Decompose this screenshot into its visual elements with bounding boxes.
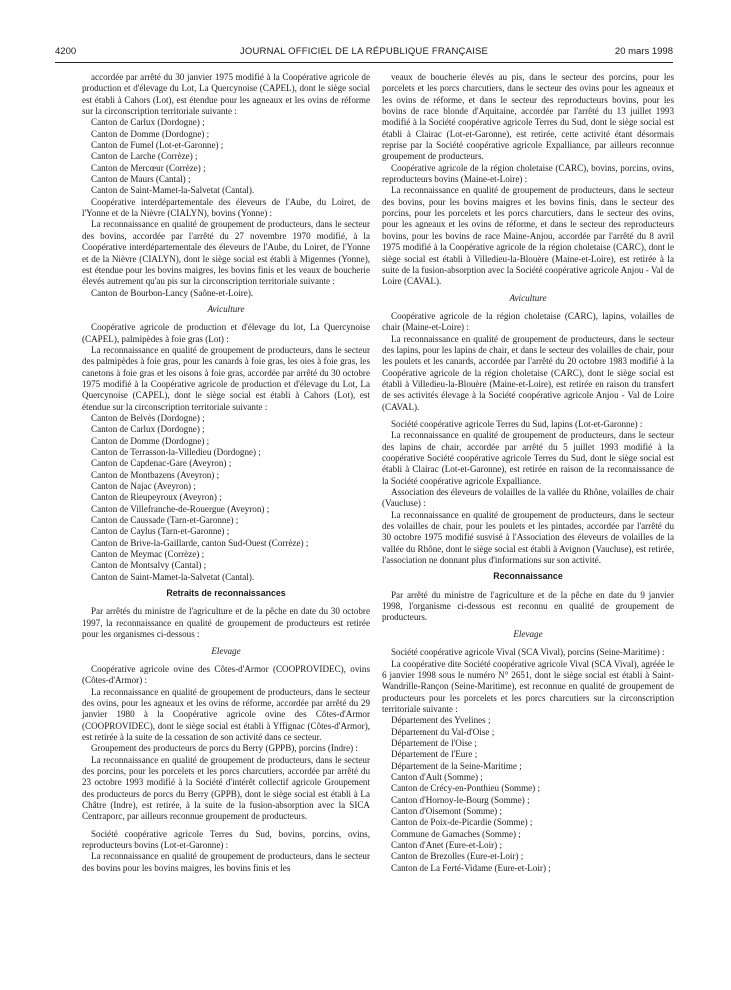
- list-line: Canton de Rieupeyroux (Aveyron) ;: [91, 492, 222, 503]
- paragraph: Coopérative agricole de production et d'élevage du lot, La Quercynoise (CAPEL), palmipèdes à foie gras (Lot) :: [82, 322, 370, 344]
- list-line: Canton d'Ault (Somme) ;: [391, 771, 483, 782]
- paragraph: La reconnaissance en qualité de groupement de producteurs, dans le secteur des bovins pour les bovins maigres, les bovins finis et les: [82, 851, 370, 873]
- paragraph: La reconnaissance en qualité de groupement de producteurs, dans le secteur des palmipèdes à foie gras, pour les canards à foie gras, les oies à foie gras, les canetons à foie gras et les oisons à foie gras, accordée par arrêté du 30 octobre 1975 modifié à la Coopérative agricole de production et d'élevage du Lot, La Quercynoise (CAPEL), dont le siège social est établi à Cahors (Lot), est étendue sur la circonscription territoriale suivante :: [82, 344, 370, 412]
- list-line: Canton de Saint-Mamet-la-Salvetat (Cantal).: [91, 185, 255, 196]
- paragraph: Société coopérative agricole Terres du Sud, lapins (Lot-et-Garonne) :: [391, 418, 643, 429]
- page-header: [55, 46, 673, 60]
- paragraph: La reconnaissance en qualité de groupement de producteurs, dans le secteur des lapins de chair, accordée par arrêté du 5 juillet 1993 modifié à la coopérative Société coopérative agricole Terres du Sud, dont le siège social est établi à Clairac (Lot-et-Garonne), est retirée en raison de la reconnaissance de la Société coopérative agricole Expalliance.: [382, 430, 674, 486]
- list-line: Canton d'Hornoy-le-Bourg (Somme) ;: [391, 794, 530, 805]
- paragraph: Par arrêté du ministre de l'agriculture et de la pêche en date du 9 janvier 1998, l'organisme ci-dessous est reconnu en qualité de groupement de producteurs.: [382, 589, 674, 623]
- list-line: Canton de Domme (Dordogne) ;: [91, 435, 210, 446]
- paragraph: Association des éleveurs de volailles de la vallée du Rhône, volailles de chair (Vaucluse) :: [382, 487, 674, 509]
- list-line: Département de la Seine-Maritime ;: [391, 760, 522, 771]
- list-line: Canton de Belvès (Dordogne) ;: [91, 412, 205, 423]
- paragraph: La reconnaissance en qualité de groupement de producteurs, dans le secteur des bovins, pour les bovins maigres et les bovins finis, dans le secteur des porcins, pour les porcelets et les porcs charcutiers, dans le secteur des ovins, pour les agneaux et les ovins de réforme, et dans le secteur des reproducteurs bovins, pour les bovins de race Maine-Anjou, accordée par l'arrêté du 8 avril 1975 modifié à la Coopérative agricole de la région choletaise (CARC), dont le siège social est établi à Villedieu-la-Blouère (Maine-et-Loire), est retirée à la suite de la fusion-absorption avec la Société coopérative agricole Anjou - Val de Loire (CAVAL).: [382, 185, 674, 287]
- list-line: Département des Yvelines ;: [391, 715, 491, 726]
- section-heading: Elevage: [513, 628, 543, 639]
- list-line: Commune de Gamaches (Somme) ;: [391, 828, 521, 839]
- paragraph: La reconnaissance en qualité de groupement de producteurs, dans le secteur des volailles de chair, pour les poulets et les pintades, accordée par l'arrêté du 30 octobre 1975 modifié susvisé à l'Association des éleveurs de volailles de la vallée du Rhône, dont le siège social est établi à Avignon (Vaucluse), est retirée, l'association ne donnant plus d'informations sur son activité.: [382, 509, 674, 566]
- list-line: Canton de Villefranche-de-Rouergue (Aveyron) ;: [91, 503, 270, 514]
- bold-heading: Reconnaissance: [493, 571, 563, 582]
- list-line: Canton de Crécy-en-Ponthieu (Somme) ;: [391, 783, 541, 794]
- paragraph: Coopérative agricole de la région choletaise (CARC), lapins, volailles de chair (Maine-et-Loire) :: [382, 310, 674, 333]
- list-line: Canton de Brezolles (Eure-et-Loir) ;: [391, 851, 524, 862]
- list-line: Canton de Maurs (Cantal) ;: [91, 174, 191, 185]
- list-line: Canton de Larche (Corrèze) ;: [91, 151, 198, 162]
- paragraph: accordée par arrêté du 30 janvier 1975 modifié à la Coopérative agricole de production et d'élevage du Lot, La Quercynoise (CAPEL), dont le siège social est établi à Cahors (Lot), est étendue pour les agneaux et les ovins de réforme sur la circonscription territoriale suivante :: [82, 72, 370, 117]
- list-line: Canton de Caylus (Tarn-et-Garonne) ;: [91, 526, 230, 537]
- list-line: Canton de Fumel (Lot-et-Garonne) ;: [91, 140, 224, 151]
- list-line: Département de l'Oise ;: [391, 737, 477, 748]
- paragraph: La reconnaissance en qualité de groupement de producteurs, dans le secteur des lapins, pour les lapins de chair, et dans le secteur des volailles de chair, pour les poulets et les canards, accordée par l'arrêté du 20 octobre 1983 modifié à la Coopérative agricole de la région choletaise (CARC), dont le siège social est établi à Villedieu-la-Blouère (Maine-et-Loire), est retirée en raison du transfert de ses activités élevage à la Société coopérative agricole Anjou - Val de Loire (CAVAL).: [382, 333, 674, 412]
- paragraph: Coopérative agricole de la région choletaise (CARC), bovins, porcins, ovins, reproducteurs bovins (Maine-et-Loire) :: [382, 162, 674, 185]
- list-line: Canton de Poix-de-Picardie (Somme) ;: [391, 817, 533, 828]
- list-line: Canton de Carlux (Dordogne) ;: [91, 424, 205, 435]
- list-line: Canton de Montbazens (Aveyron) ;: [91, 469, 220, 480]
- list-line: Canton de Domme (Dordogne) ;: [91, 128, 210, 139]
- paragraph: La coopérative dite Société coopérative agricole Vival (SCA Vival), agréée le 6 janvier 1998 sous le numéro N° 2651, dont le siège social est établi à Saint-Wandrille-Rançon (Seine-Maritime), est reconnue en qualité de groupement de producteurs pour les porcelets et les porcs charcutiers sur la circonscription territoriale suivante :: [382, 658, 674, 714]
- list-line: Canton de Montsalvy (Cantal) ;: [91, 560, 207, 571]
- list-line: Canton de La Ferté-Vidame (Eure-et-Loir) ;: [391, 862, 551, 873]
- list-line: Canton de Saint-Mamet-la-Salvetat (Cantal).: [91, 571, 255, 582]
- paragraph: Groupement des producteurs de porcs du Berry (GPPB), porcins (Indre) :: [91, 743, 358, 754]
- journal-title: JOURNAL OFFICIEL DE LA RÉPUBLIQUE FRANÇAISE: [239, 46, 489, 57]
- right-column: [382, 72, 674, 874]
- paragraph: Coopérative agricole ovine des Côtes-d'Armor (COOPROVIDEC), ovins (Côtes-d'Armor) :: [82, 663, 370, 686]
- paragraph: Par arrêtés du ministre de l'agriculture et de la pêche en date du 30 octobre 1997, la reconnaissance en qualité de groupement de producteurs est retirée pour les organismes ci-dessous :: [82, 606, 370, 640]
- paragraph: La reconnaissance en qualité de groupement de producteurs, dans le secteur des porcins, pour les porcelets et les porcs charcutiers, accordée par arrêté du 23 octobre 1993 modifié à la Société d'intérêt collectif agricole Groupement des producteurs de porcs du Berry (GPPB), dont le siège social est établi à La Châtre (Indre), est retirée, à la suite de la fusion-absorption avec la SICA Centraporc, par ailleurs reconnue groupement de producteurs.: [82, 754, 370, 822]
- paragraph: La reconnaissance en qualité de groupement de producteurs, dans le secteur des bovins, accordée par l'arrêté du 27 novembre 1970 modifié, à la Coopérative interdépartementale des éleveurs de l'Aube, du Loiret, de l'Yonne et de la Nièvre (CIALYN), dont le siège social est établi à Migennes (Yonne), est étendue pour les bovins maigres, les bovins finis et les veaux de boucherie élevés autrement qu'au pis sur la circonscription territoriale suivante :: [82, 219, 370, 287]
- page-number: 4200: [55, 46, 77, 57]
- list-line: Département du Val-d'Oise ;: [391, 726, 495, 737]
- section-heading: Aviculture: [509, 292, 547, 303]
- list-line: Canton de Mercœur (Corrèze) ;: [91, 162, 206, 173]
- list-line: Canton de Meymac (Corrèze) ;: [91, 549, 205, 560]
- list-line: Département de l'Eure ;: [391, 749, 478, 760]
- list-line: Canton de Carlux (Dordogne) ;: [91, 117, 205, 128]
- publication-date: 20 mars 1998: [614, 46, 673, 57]
- left-column: [82, 72, 370, 874]
- list-line: Canton d'Oisemont (Somme) ;: [391, 805, 503, 816]
- list-line: Canton de Brive-la-Gaillarde, canton Sud-Ouest (Corrèze) ;: [91, 537, 309, 548]
- list-line: Canton de Caussade (Tarn-et-Garonne) ;: [91, 515, 239, 526]
- list-line: Canton de Capdenac-Gare (Aveyron) ;: [91, 458, 232, 469]
- header-rule: [55, 62, 673, 63]
- list-line: Canton d'Anet (Eure-et-Loir) ;: [391, 840, 502, 850]
- paragraph: La reconnaissance en qualité de groupement de producteurs, dans le secteur des ovins, pour les agneaux et les ovins de réforme, accordée par arrêté du 29 janvier 1980 à la Coopérative agricole ovine des Côtes-d'Armor (COOPROVIDEC), dont le siège social est établi à Yffignac (Côtes-d'Armor), est retirée à la suite de la cessation de son activité dans ce secteur.: [82, 686, 370, 742]
- section-heading: Elevage: [211, 645, 241, 656]
- paragraph: Coopérative interdépartementale des éleveurs de l'Aube, du Loiret, de l'Yonne et de la Nièvre (CIALYN), bovins (Yonne) :: [82, 196, 370, 219]
- bold-heading: Retraits de reconnaissances: [166, 588, 286, 599]
- paragraph: veaux de boucherie élevés au pis, dans le secteur des porcins, pour les porcelets et les porcs charcutiers, dans le secteur des ovins pour les agneaux et les ovins de réforme, et dans le secteur des reproducteurs bovins, pour les bovins de race blonde d'Aquitaine, accordée par l'arrêté du 13 juillet 1993 modifié à la Société coopérative agricole Terres du Sud, dont le siège social est établi à Clairac (Lot-et-Garonne), est retirée, cette activité étant désormais reprise par la Société coopérative agricole Expalliance, par ailleurs reconnue groupement de producteurs.: [382, 72, 674, 162]
- list-line: Canton de Terrasson-la-Villedieu (Dordogne) ;: [91, 447, 261, 457]
- list-line: Canton de Bourbon-Lancy (Saône-et-Loire).: [91, 287, 254, 298]
- list-line: Canton de Najac (Aveyron) ;: [91, 481, 196, 492]
- paragraph: Société coopérative agricole Terres du Sud, bovins, porcins, ovins, reproducteurs bovins (Lot-et-Garonne) :: [82, 828, 370, 850]
- section-heading: Aviculture: [207, 303, 245, 314]
- paragraph: Société coopérative agricole Vival (SCA Vival), porcins (Seine-Maritime) :: [391, 647, 665, 658]
